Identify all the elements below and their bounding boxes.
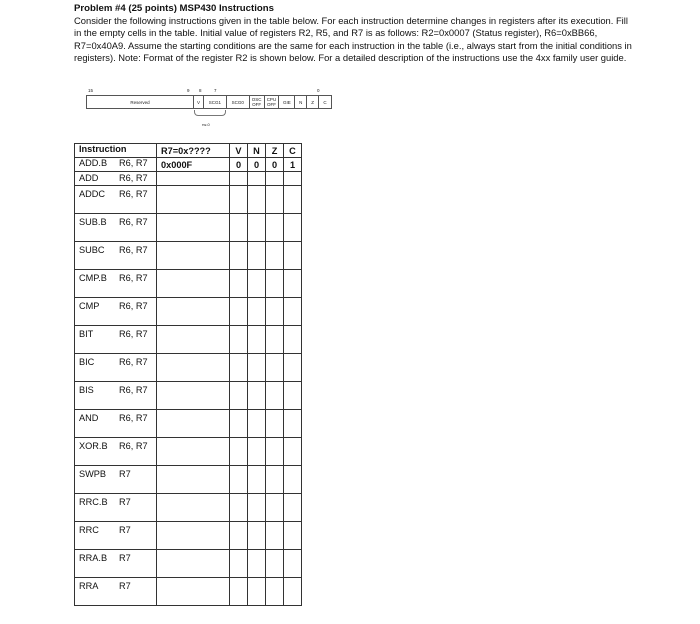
problem-description: Consider the following instructions given in the table below. For each instruction determine changes in registers after its execution. Fill in the empty cells in the table. Initial value of registers R2, R5, and R7 is as follows: R2=0x0007 (Status register), R6=0xBB66, R7=0x40A9. Assume the starting conditions are the same for each instruction in the table (i.e., always start from the initial conditions in registers). Note: Format of the register R2 is shown below. For a detailed description of the instructions use the 4xx family user guide.	[74, 15, 632, 63]
mnemonic: ADD.B	[79, 158, 108, 168]
v-answer-cell[interactable]	[230, 172, 248, 186]
mnemonic: AND	[79, 413, 99, 423]
z-answer-cell[interactable]	[266, 382, 284, 410]
table-row	[75, 438, 302, 466]
mnemonic: BIT	[79, 329, 94, 339]
problem-statement	[74, 3, 634, 64]
z-answer-cell[interactable]	[266, 326, 284, 354]
field-gie: GIE	[279, 96, 295, 108]
operands: R6, R7	[119, 273, 148, 283]
n-answer-cell[interactable]	[248, 172, 266, 186]
v-answer-cell[interactable]	[230, 438, 248, 466]
table-row	[75, 186, 302, 214]
mnemonic: SUB.B	[79, 217, 107, 227]
instruction-table	[74, 143, 302, 606]
r7-answer-cell[interactable]	[157, 354, 230, 382]
v-answer-cell[interactable]	[230, 550, 248, 578]
table-row	[75, 354, 302, 382]
c-answer-cell[interactable]	[284, 326, 302, 354]
register-brace	[194, 110, 226, 116]
table-row	[75, 522, 302, 550]
instruction-cell	[75, 494, 157, 522]
v-answer-cell[interactable]	[230, 214, 248, 242]
table-row	[75, 494, 302, 522]
z-answer-cell[interactable]	[266, 186, 284, 214]
instruction-cell	[75, 214, 157, 242]
r7-answer-cell[interactable]	[157, 270, 230, 298]
table-header-row	[75, 144, 302, 158]
operands: R7	[119, 497, 131, 507]
bit-number-8: 8	[199, 88, 202, 93]
r7-answer-cell[interactable]	[157, 578, 230, 606]
z-answer-cell[interactable]	[266, 494, 284, 522]
operands: R6, R7	[119, 357, 148, 367]
mnemonic: BIC	[79, 357, 95, 367]
r7-value: 0x000F	[157, 158, 230, 172]
header-z: Z	[266, 144, 284, 158]
instruction-cell	[75, 382, 157, 410]
operands: R7	[119, 469, 131, 479]
v-answer-cell[interactable]	[230, 326, 248, 354]
n-answer-cell[interactable]	[248, 438, 266, 466]
operands: R7	[119, 581, 131, 591]
r7-answer-cell[interactable]	[157, 550, 230, 578]
r7-answer-cell[interactable]	[157, 522, 230, 550]
mnemonic: SWPB	[79, 469, 107, 479]
operands: R6, R7	[119, 245, 148, 255]
c-answer-cell[interactable]	[284, 550, 302, 578]
z-answer-cell[interactable]	[266, 298, 284, 326]
n-answer-cell[interactable]	[248, 354, 266, 382]
n-answer-cell[interactable]	[248, 214, 266, 242]
z-answer-cell[interactable]	[266, 242, 284, 270]
r7-answer-cell[interactable]	[157, 494, 230, 522]
field-oscoff: OSC OFF	[250, 96, 265, 108]
r7-answer-cell[interactable]	[157, 410, 230, 438]
c-answer-cell[interactable]	[284, 410, 302, 438]
instruction-cell	[75, 186, 157, 214]
table-row	[75, 214, 302, 242]
table-row-initial	[75, 158, 302, 172]
c-answer-cell[interactable]	[284, 382, 302, 410]
operands: R6, R7	[119, 385, 148, 395]
table-row	[75, 326, 302, 354]
table-row	[75, 550, 302, 578]
header-v: V	[230, 144, 248, 158]
operands: R6, R7	[119, 329, 148, 339]
table-row	[75, 382, 302, 410]
field-n: N	[295, 96, 307, 108]
r7-answer-cell[interactable]	[157, 326, 230, 354]
instruction-cell	[75, 298, 157, 326]
instruction-cell	[75, 242, 157, 270]
instruction-cell	[75, 438, 157, 466]
mnemonic: RRA.B	[79, 553, 108, 563]
n-answer-cell[interactable]	[248, 270, 266, 298]
instruction-cell	[75, 158, 157, 172]
n-answer-cell[interactable]	[248, 494, 266, 522]
v-answer-cell[interactable]	[230, 186, 248, 214]
field-scg0: SCG0	[227, 96, 250, 108]
z-answer-cell[interactable]	[266, 550, 284, 578]
z-answer-cell[interactable]	[266, 354, 284, 382]
table-row	[75, 172, 302, 186]
n-answer-cell[interactable]	[248, 522, 266, 550]
field-z: Z	[307, 96, 319, 108]
table-row	[75, 270, 302, 298]
instruction-cell	[75, 550, 157, 578]
v-answer-cell[interactable]	[230, 382, 248, 410]
c-answer-cell[interactable]	[284, 494, 302, 522]
mnemonic: RRC	[79, 525, 99, 535]
bit-number-15: 15	[88, 88, 94, 93]
z-value: 0	[266, 158, 284, 172]
v-answer-cell[interactable]	[230, 270, 248, 298]
bit-number-9: 9	[187, 88, 190, 93]
table-row	[75, 410, 302, 438]
header-instruction: Instruction	[75, 144, 157, 158]
operands: R7	[119, 553, 131, 563]
z-answer-cell[interactable]	[266, 270, 284, 298]
c-answer-cell[interactable]	[284, 438, 302, 466]
r7-answer-cell[interactable]	[157, 186, 230, 214]
c-value: 1	[284, 158, 302, 172]
v-answer-cell[interactable]	[230, 354, 248, 382]
r7-answer-cell[interactable]	[157, 466, 230, 494]
instruction-cell	[75, 326, 157, 354]
n-answer-cell[interactable]	[248, 298, 266, 326]
mnemonic: CMP	[79, 301, 100, 311]
v-answer-cell[interactable]	[230, 410, 248, 438]
table-row	[75, 578, 302, 606]
c-answer-cell[interactable]	[284, 270, 302, 298]
access-label: rw-0	[202, 122, 210, 127]
instruction-cell	[75, 410, 157, 438]
instruction-cell	[75, 354, 157, 382]
z-answer-cell[interactable]	[266, 578, 284, 606]
r7-answer-cell[interactable]	[157, 298, 230, 326]
mnemonic: RRA	[79, 581, 99, 591]
n-answer-cell[interactable]	[248, 550, 266, 578]
n-answer-cell[interactable]	[248, 466, 266, 494]
instruction-cell	[75, 270, 157, 298]
operands: R6, R7	[119, 217, 148, 227]
operands: R6, R7	[119, 413, 148, 423]
mnemonic: SUBC	[79, 245, 105, 255]
field-reserved: Reserved	[87, 96, 194, 108]
n-answer-cell[interactable]	[248, 382, 266, 410]
z-answer-cell[interactable]	[266, 466, 284, 494]
field-v: V	[194, 96, 204, 108]
mnemonic: XOR.B	[79, 441, 108, 451]
bit-number-0: 0	[317, 88, 320, 93]
header-r7: R7=0x????	[157, 144, 230, 158]
r7-answer-cell[interactable]	[157, 242, 230, 270]
n-answer-cell[interactable]	[248, 326, 266, 354]
r7-answer-cell[interactable]	[157, 382, 230, 410]
r7-answer-cell[interactable]	[157, 172, 230, 186]
z-answer-cell[interactable]	[266, 172, 284, 186]
n-answer-cell[interactable]	[248, 242, 266, 270]
header-c: C	[284, 144, 302, 158]
mnemonic: ADDC	[79, 189, 106, 199]
v-answer-cell[interactable]	[230, 522, 248, 550]
c-answer-cell[interactable]	[284, 186, 302, 214]
c-answer-cell[interactable]	[284, 354, 302, 382]
z-answer-cell[interactable]	[266, 438, 284, 466]
operands: R6, R7	[119, 441, 148, 451]
z-answer-cell[interactable]	[266, 214, 284, 242]
c-answer-cell[interactable]	[284, 214, 302, 242]
c-answer-cell[interactable]	[284, 298, 302, 326]
table-row	[75, 466, 302, 494]
instruction-cell	[75, 522, 157, 550]
bit-number-7: 7	[214, 88, 217, 93]
v-answer-cell[interactable]	[230, 242, 248, 270]
c-answer-cell[interactable]	[284, 578, 302, 606]
header-n: N	[248, 144, 266, 158]
table-row	[75, 242, 302, 270]
v-answer-cell[interactable]	[230, 466, 248, 494]
operands: R6, R7	[119, 189, 148, 199]
v-answer-cell[interactable]	[230, 494, 248, 522]
operands: R6, R7	[119, 158, 148, 168]
n-answer-cell[interactable]	[248, 410, 266, 438]
v-answer-cell[interactable]	[230, 578, 248, 606]
field-c: C	[323, 99, 327, 105]
operands: R7	[119, 525, 131, 535]
register-fields	[86, 95, 332, 109]
table-row	[75, 298, 302, 326]
r7-answer-cell[interactable]	[157, 214, 230, 242]
operands: R6, R7	[119, 173, 148, 183]
v-value: 0	[230, 158, 248, 172]
c-answer-cell[interactable]	[284, 522, 302, 550]
c-answer-cell[interactable]	[284, 466, 302, 494]
mnemonic: CMP.B	[79, 273, 107, 283]
v-answer-cell[interactable]	[230, 298, 248, 326]
mnemonic: ADD	[79, 173, 99, 183]
operands: R6, R7	[119, 301, 148, 311]
n-answer-cell[interactable]	[248, 578, 266, 606]
c-answer-cell[interactable]	[284, 242, 302, 270]
mnemonic: RRC.B	[79, 497, 108, 507]
z-answer-cell[interactable]	[266, 522, 284, 550]
field-scg1: SCG1	[204, 96, 227, 108]
status-register-diagram	[86, 88, 332, 128]
c-answer-cell[interactable]	[284, 172, 302, 186]
r7-answer-cell[interactable]	[157, 438, 230, 466]
field-cpuoff: CPU OFF	[265, 96, 280, 108]
n-answer-cell[interactable]	[248, 186, 266, 214]
problem-title: Problem #4 (25 points) MSP430 Instructions	[74, 3, 274, 14]
instruction-cell	[75, 466, 157, 494]
instruction-cell	[75, 172, 157, 186]
z-answer-cell[interactable]	[266, 410, 284, 438]
n-value: 0	[248, 158, 266, 172]
mnemonic: BIS	[79, 385, 94, 395]
instruction-cell	[75, 578, 157, 606]
